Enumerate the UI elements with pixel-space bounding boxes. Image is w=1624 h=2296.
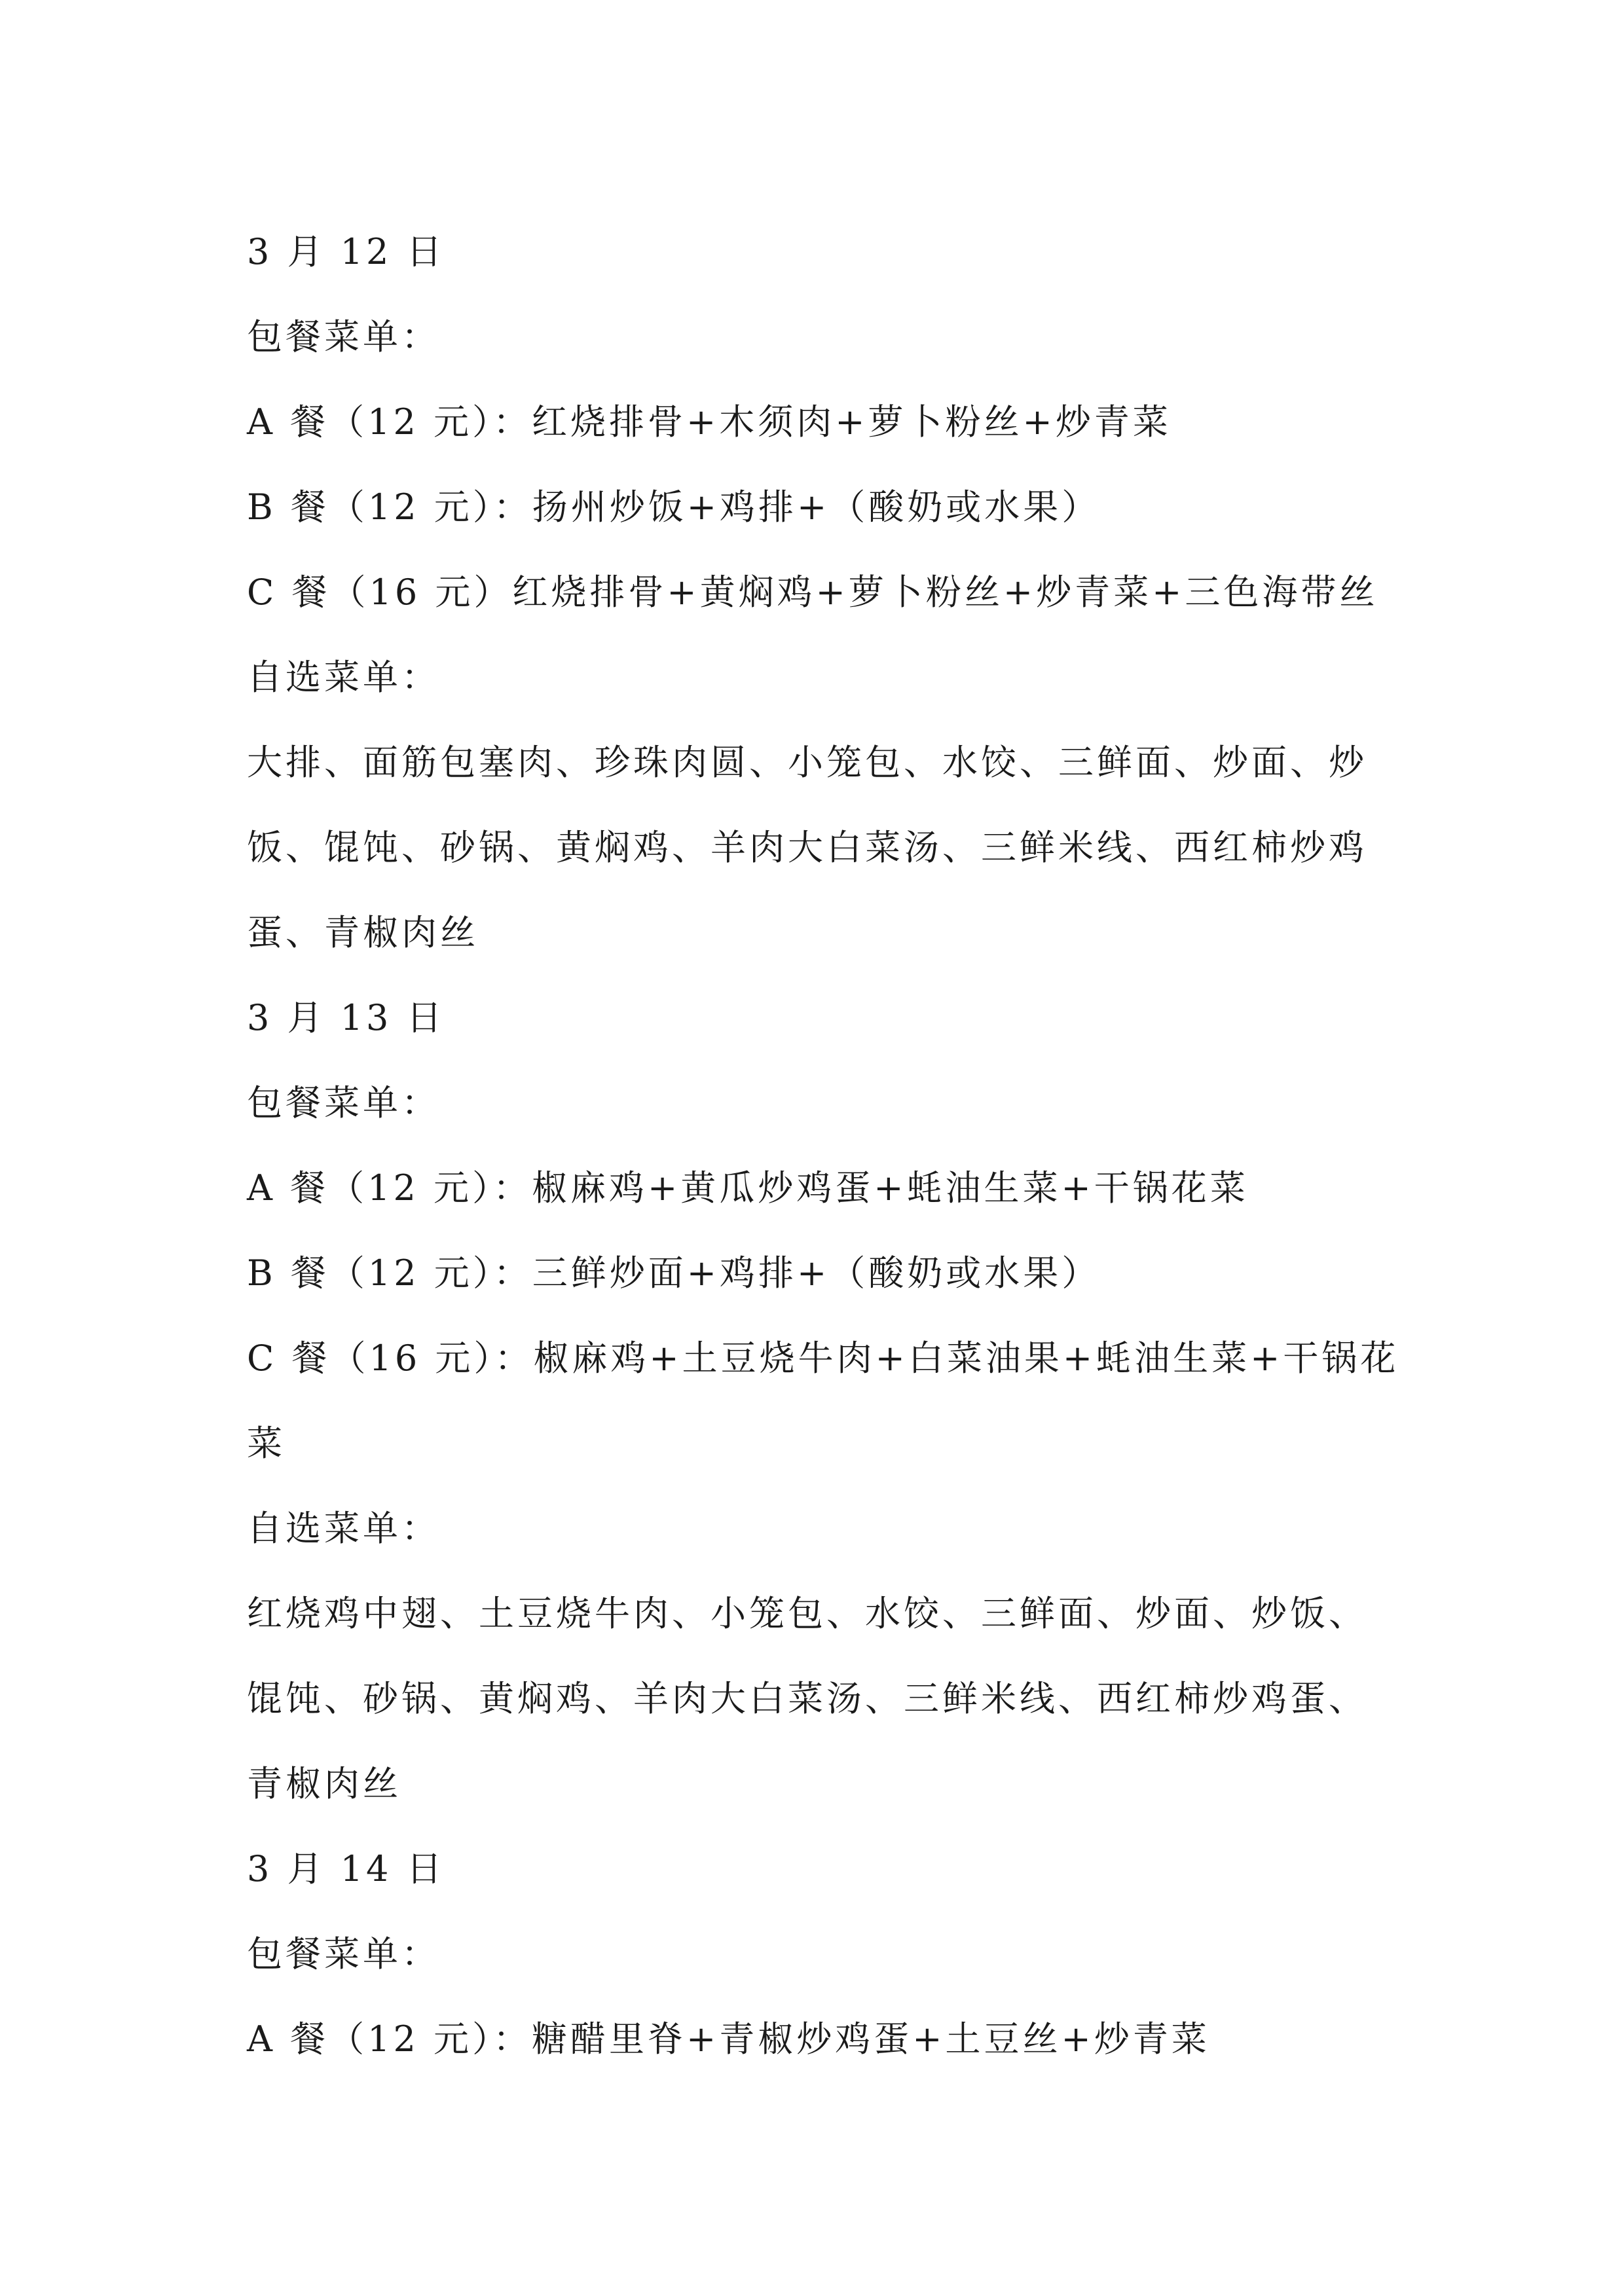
optional-menu-label: 自选菜单： — [247, 657, 440, 698]
set-menu-label: 包餐菜单： — [247, 1933, 440, 1975]
set-menu-b: B 餐（12 元）：扬州炒饭+鸡排+（酸奶或水果） — [247, 486, 1101, 528]
set-menu-c: C 餐（16 元）：椒麻鸡+土豆烧牛肉+白菜油果+蚝油生菜+干锅花菜 — [247, 1338, 1399, 1464]
set-menu-label: 包餐菜单： — [247, 316, 440, 357]
set-menu-b: B 餐（12 元）：三鲜炒面+鸡排+（酸奶或水果） — [247, 1252, 1101, 1294]
optional-menu-label: 自选菜单： — [247, 1508, 440, 1549]
optional-menu-items: 大排、面筋包塞肉、珍珠肉圆、小笼包、水饺、三鲜面、炒面、炒饭、馄饨、砂锅、黄焖鸡、羊肉大白菜汤、三鲜米线、西红柿炒鸡蛋、青椒肉丝 — [247, 742, 1367, 953]
set-menu-a: A 餐（12 元）：红烧排骨+木须肉+萝卜粉丝+炒青菜 — [247, 401, 1172, 443]
menu-document — [247, 210, 1399, 2082]
set-menu-a: A 餐（12 元）：椒麻鸡+黄瓜炒鸡蛋+蚝油生菜+干锅花菜 — [247, 1167, 1249, 1209]
set-menu-c: C 餐（16 元）红烧排骨+黄焖鸡+萝卜粉丝+炒青菜+三色海带丝 — [247, 572, 1378, 613]
day-section-0313 — [247, 975, 1399, 1827]
date-heading: 3 月 13 日 — [247, 997, 445, 1038]
date-heading: 3 月 12 日 — [247, 231, 445, 272]
optional-menu-items: 红烧鸡中翅、土豆烧牛肉、小笼包、水饺、三鲜面、炒面、炒饭、馄饨、砂锅、黄焖鸡、羊肉大白菜汤、三鲜米线、西红柿炒鸡蛋、青椒肉丝 — [247, 1593, 1367, 1804]
day-section-0312 — [247, 210, 1399, 975]
day-section-0314 — [247, 1827, 1399, 2082]
date-heading: 3 月 14 日 — [247, 1848, 445, 1889]
set-menu-a: A 餐（12 元）：糖醋里脊+青椒炒鸡蛋+土豆丝+炒青菜 — [247, 2018, 1210, 2060]
set-menu-label: 包餐菜单： — [247, 1082, 440, 1123]
